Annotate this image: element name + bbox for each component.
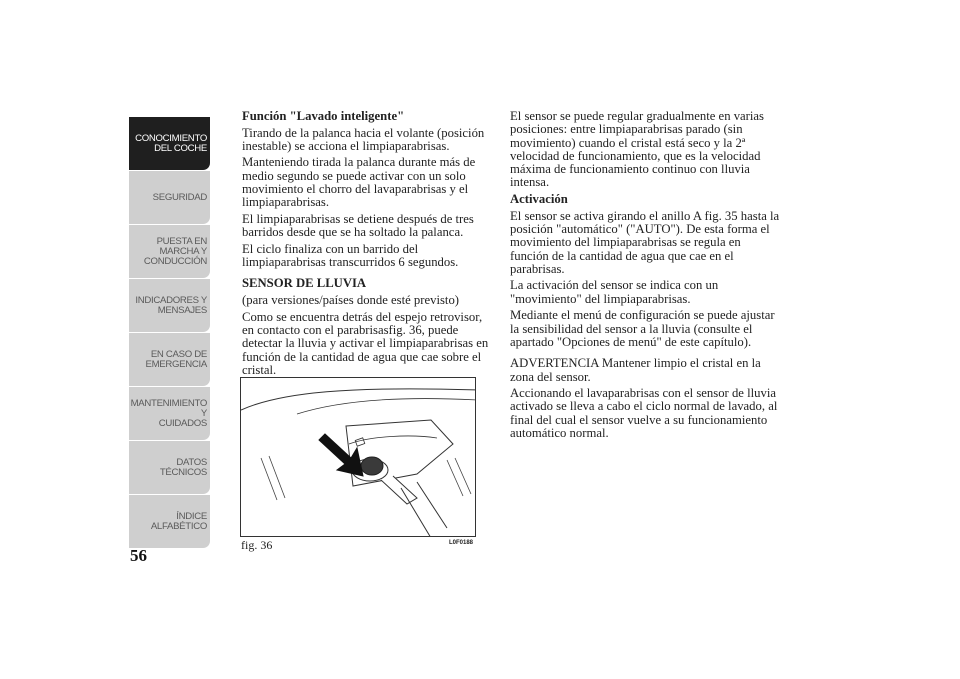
paragraph: La activación del sensor se indica con un "movimiento" del limpiaparabrisas. [510,278,719,306]
tab-seguridad[interactable]: SEGURIDAD [129,171,210,224]
tab-indice-alfabetico[interactable]: ÍNDICE ALFABÉTICO [129,495,210,548]
figure-caption: fig. 36 [241,538,273,552]
paragraph: Mediante el menú de configuración se puede ajustar la sensibilidad del sensor a la lluvia (consulte el apartado "Opciones de menú" de este capítulo). [510,308,775,349]
paragraph: El sensor se puede regular gradualmente en varias posiciones: entre limpiaparabrisas parado (sin movimiento) cuando el cristal está seco y la 2ª velocidad de funcionamiento, que es la velocidad máxima de funcionamiento continuo con lluvia intensa. [510,109,764,190]
tab-conocimiento-del-coche[interactable]: CONOCIMIENTO DEL COCHE [129,117,210,170]
paragraph: El ciclo finaliza con un barrido del limpiaparabrisas transcurridos 6 segundos. [242,241,459,270]
section-heading-sensor-lluvia: SENSOR DE LLUVIA [242,276,367,291]
figure-code: L0F0188 [449,540,474,546]
tab-puesta-en-marcha[interactable]: PUESTA EN MARCHA Y CONDUCCIÓN [129,225,210,278]
rain-sensor-figure [240,377,476,537]
section-heading-lavado: Función "Lavado inteligente" [242,109,405,123]
right-column [510,110,782,444]
paragraph: Como se encuentra detrás del espejo retrovisor, en contacto con el parabrisasfig. 36, puede detectar la lluvia y activar el limpiaparabrisas en función de la cantidad de agua que cae sobre el cristal. [242,309,489,377]
tab-mantenimiento-y-cuidados[interactable]: MANTENIMIENTO Y CUIDADOS [129,387,210,440]
warning-paragraph: ADVERTENCIA Mantener limpio el cristal en la zona del sensor. [510,356,761,384]
tab-datos-tecnicos[interactable]: DATOS TÉCNICOS [129,441,210,494]
paragraph: Manteniendo tirada la palanca durante más de medio segundo se puede activar con un solo movimiento el chorro del lavaparabrisas y el limpiaparabrisas. [242,155,476,210]
section-heading-activacion: Activación [510,192,568,207]
chapter-sidebar [129,117,210,549]
paragraph: (para versiones/países donde esté previsto) [242,293,460,308]
paragraph: Tirando de la palanca hacia el volante (posición inestable) se acciona el limpiaparabrisas. [242,125,485,153]
left-column [242,110,496,380]
rain-sensor-illustration [241,378,476,537]
tab-en-caso-de-emergencia[interactable]: EN CASO DE EMERGENCIA [129,333,210,386]
paragraph: El sensor se activa girando el anillo A fig. 35 hasta la posición "automático" ("AUTO"). De esta forma el movimiento del limpiaparabrisas se regula en función de la cantidad de agua que cae en el parabrisas. [510,208,780,276]
tab-indicadores-y-mensajes[interactable]: INDICADORES Y MENSAJES [129,279,210,332]
paragraph: El limpiaparabrisas se detiene después de tres barridos desde que se ha soltado la palanca. [242,211,474,240]
page-number: 56 [130,546,147,565]
paragraph: Accionando el lavaparabrisas con el sensor de lluvia activado se lleva a cabo el ciclo normal de lavado, al final del cual el sensor vuelve a su funcionamiento automático normal. [510,386,778,441]
